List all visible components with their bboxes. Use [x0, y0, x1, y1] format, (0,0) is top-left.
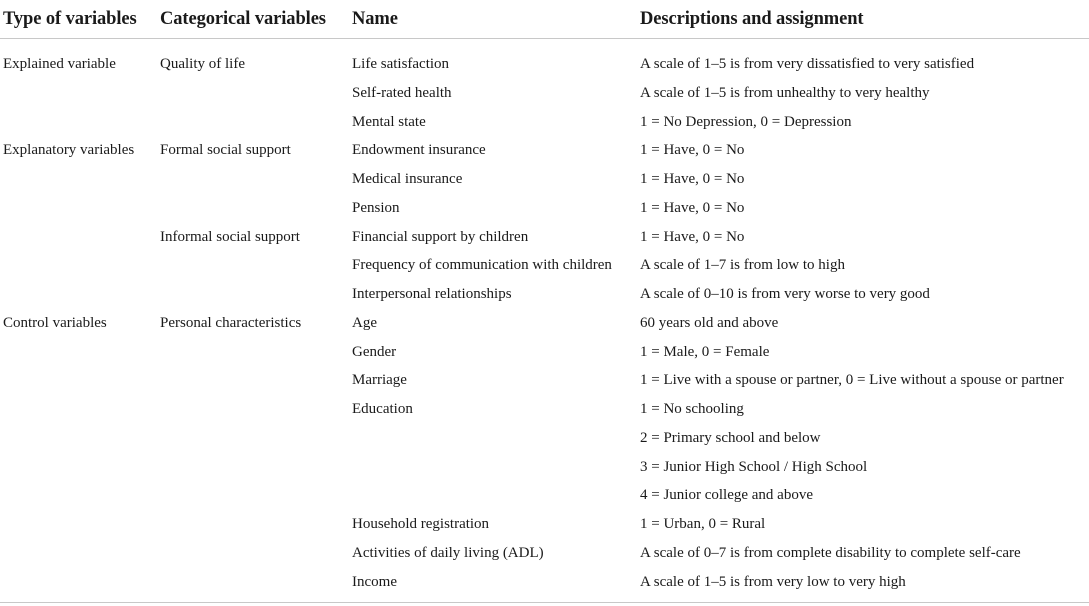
cell-category: Informal social support [160, 228, 300, 245]
cell-description: 1 = Have, 0 = No [640, 228, 745, 245]
cell-name: Medical insurance [352, 171, 463, 188]
cell-type [0, 568, 156, 597]
cell-type [0, 510, 156, 539]
cell-description: 2 = Primary school and below [640, 429, 821, 446]
cell-type: Explained variable [3, 55, 116, 72]
cell-name: Gender [352, 343, 397, 360]
cell-name: Life satisfaction [352, 55, 450, 72]
table-row [0, 482, 1089, 511]
cell-category [156, 395, 348, 424]
table-body [0, 39, 1089, 597]
cell-name: Endowment insurance [352, 142, 486, 159]
cell-category [156, 482, 348, 511]
cell-category [156, 424, 348, 453]
cell-name [348, 424, 636, 453]
table-row [0, 223, 1089, 252]
cell-name: Interpersonal relationships [352, 286, 512, 303]
cell-category [156, 568, 348, 597]
table-row [0, 367, 1089, 396]
header-type-of-variables: Type of variables [0, 0, 156, 39]
cell-name: Income [352, 573, 397, 590]
cell-category [156, 79, 348, 108]
cell-description: 1 = Male, 0 = Female [640, 343, 770, 360]
table-row [0, 280, 1089, 309]
cell-category [156, 510, 348, 539]
cell-name [348, 453, 636, 482]
cell-description: 1 = Have, 0 = No [640, 199, 745, 216]
cell-category: Quality of life [160, 55, 245, 72]
table-row [0, 108, 1089, 137]
cell-description: 1 = Live with a spouse or partner, 0 = Live without a spouse or partner [640, 372, 1064, 389]
table-row [0, 510, 1089, 539]
cell-type [0, 280, 156, 309]
cell-name: Pension [352, 199, 400, 216]
cell-type [0, 482, 156, 511]
cell-name: Marriage [352, 372, 407, 389]
table-header [0, 0, 1089, 39]
cell-name: Household registration [352, 516, 490, 533]
cell-category: Formal social support [160, 142, 291, 159]
cell-category [156, 539, 348, 568]
cell-name: Financial support by children [352, 228, 529, 245]
cell-type [0, 223, 156, 252]
cell-description: 1 = Have, 0 = No [640, 171, 745, 188]
cell-type [0, 79, 156, 108]
table-row [0, 194, 1089, 223]
table-row [0, 252, 1089, 281]
cell-type [0, 539, 156, 568]
cell-type: Control variables [3, 314, 107, 331]
cell-type [0, 194, 156, 223]
cell-type [0, 108, 156, 137]
cell-description: 4 = Junior college and above [640, 487, 813, 504]
cell-type [0, 252, 156, 281]
cell-category [156, 252, 348, 281]
table-row [0, 165, 1089, 194]
cell-category [156, 338, 348, 367]
cell-name: Frequency of communication with children [352, 257, 612, 274]
cell-description: A scale of 0–10 is from very worse to very good [640, 286, 930, 303]
cell-description: 1 = Have, 0 = No [640, 142, 745, 159]
cell-category [156, 367, 348, 396]
cell-type [0, 367, 156, 396]
table-row [0, 395, 1089, 424]
cell-description: 1 = No schooling [640, 401, 744, 418]
cell-description: A scale of 1–5 is from unhealthy to very healthy [640, 84, 930, 101]
cell-type [0, 165, 156, 194]
table-row [0, 568, 1089, 597]
cell-type [0, 395, 156, 424]
cell-description: A scale of 1–7 is from low to high [640, 257, 845, 274]
cell-description: 1 = No Depression, 0 = Depression [640, 113, 852, 130]
table-row [0, 453, 1089, 482]
cell-category [156, 453, 348, 482]
cell-description: A scale of 1–5 is from very dissatisfied to very satisfied [640, 55, 975, 72]
table-row [0, 39, 1089, 80]
cell-category [156, 280, 348, 309]
cell-category [156, 108, 348, 137]
cell-name [348, 482, 636, 511]
table-row [0, 79, 1089, 108]
cell-description: 60 years old and above [640, 314, 779, 331]
header-descriptions: Descriptions and assignment [636, 0, 1089, 39]
table-row [0, 338, 1089, 367]
cell-name: Age [352, 314, 377, 331]
header-categorical-variables: Categorical variables [156, 0, 348, 39]
cell-type [0, 338, 156, 367]
cell-description: 3 = Junior High School / High School [640, 458, 868, 475]
table-row [0, 137, 1089, 166]
table-row [0, 539, 1089, 568]
cell-description: A scale of 1–5 is from very low to very high [640, 573, 906, 590]
bottom-rule [0, 602, 1089, 603]
cell-description: A scale of 0–7 is from complete disability to complete self-care [640, 544, 1021, 561]
cell-category [156, 194, 348, 223]
cell-name: Self-rated health [352, 84, 452, 101]
header-name: Name [348, 0, 636, 39]
cell-description: 1 = Urban, 0 = Rural [640, 516, 766, 533]
cell-type: Explanatory variables [3, 142, 135, 159]
table-row [0, 309, 1089, 338]
cell-name: Education [352, 401, 413, 418]
cell-category: Personal characteristics [160, 314, 302, 331]
header-row [0, 0, 1089, 39]
cell-name: Activities of daily living (ADL) [352, 544, 544, 561]
cell-category [156, 165, 348, 194]
cell-name: Mental state [352, 113, 426, 130]
cell-type [0, 453, 156, 482]
cell-type [0, 424, 156, 453]
table-row [0, 424, 1089, 453]
